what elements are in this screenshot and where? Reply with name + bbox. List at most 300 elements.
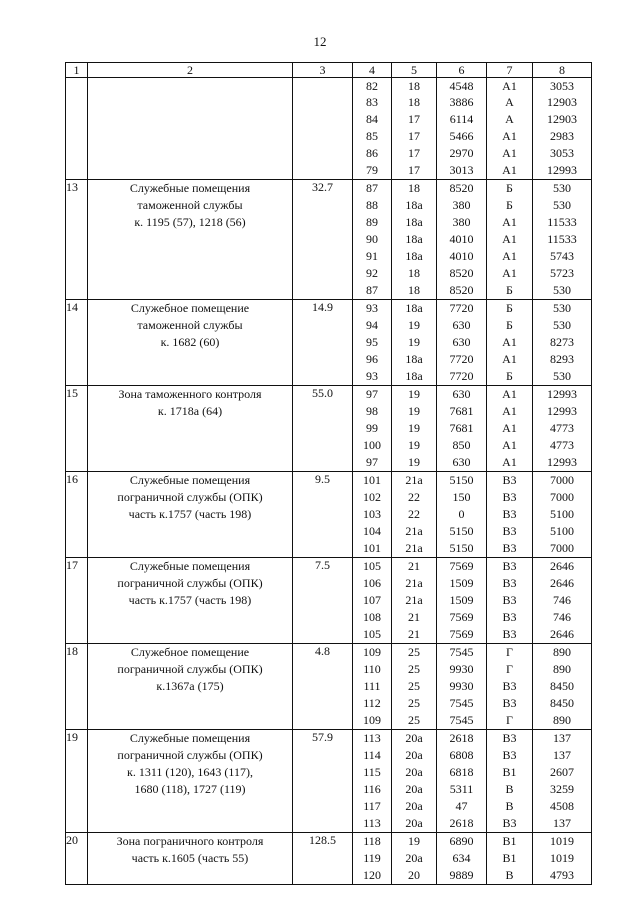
table-cell: 12993 — [547, 387, 577, 401]
description-line: к. 1195 (57), 1218 (56) — [134, 215, 246, 229]
table-cell: 18 — [408, 266, 420, 280]
table-cell: 12903 — [547, 112, 577, 126]
table-cell: 110 — [363, 662, 381, 676]
table-cell: 107 — [363, 593, 381, 607]
table-cell: 84 — [366, 112, 378, 126]
column-5-values — [392, 78, 437, 180]
table-cell: 20а — [405, 731, 423, 745]
description-line: к. 1311 (120), 1643 (117), — [127, 765, 253, 779]
table-cell: 2618 — [449, 816, 474, 830]
table-cell: 530 — [553, 181, 571, 195]
table-cell: 21а — [405, 524, 423, 538]
table-cell: 87 — [366, 283, 378, 297]
table-cell: 3053 — [550, 79, 574, 93]
table-cell: 25 — [408, 645, 420, 659]
table-group-row — [66, 730, 592, 833]
table-cell: A1 — [502, 163, 517, 177]
room-description — [88, 730, 293, 833]
table-cell: 630 — [452, 318, 471, 332]
table-cell: Б — [506, 318, 513, 332]
table-cell: В1 — [502, 851, 517, 865]
table-cell: В3 — [502, 610, 517, 624]
area-value: 4.8 — [293, 644, 353, 730]
table-cell: 4010 — [449, 232, 474, 246]
table-cell: 21 — [408, 559, 420, 573]
table-cell: 7569 — [449, 627, 474, 641]
table-cell: 6890 — [449, 834, 474, 848]
table-group-row — [66, 558, 592, 644]
header-cell: 4 — [353, 63, 392, 78]
column-8-values — [533, 78, 592, 180]
table-cell: 5311 — [449, 782, 474, 796]
page-number: 12 — [313, 34, 327, 49]
table-cell: 7681 — [449, 404, 474, 418]
table-cell: В3 — [502, 627, 517, 641]
table-cell: A1 — [502, 455, 517, 469]
table-cell: 20а — [405, 782, 423, 796]
table-cell: 19 — [408, 421, 420, 435]
description-line: пограничной службы (ОПК) — [117, 490, 263, 504]
table-cell: 22 — [408, 490, 420, 504]
table-cell: 8293 — [550, 352, 574, 366]
description-line: Служебные помещения — [129, 559, 251, 573]
table-cell: 2646 — [550, 559, 574, 573]
column-6-values — [437, 833, 487, 885]
column-6-values — [437, 386, 487, 472]
column-6-values — [437, 300, 487, 386]
table-cell: 8450 — [550, 696, 574, 710]
table-cell: 137 — [553, 816, 571, 830]
group-number: 14 — [66, 300, 88, 386]
zones-table — [65, 62, 592, 885]
room-description — [88, 472, 293, 558]
table-cell: A1 — [502, 421, 517, 435]
group-number: 19 — [66, 730, 88, 833]
table-group-row — [66, 78, 592, 180]
table-cell: 85 — [366, 129, 378, 143]
table-cell: 6818 — [449, 765, 474, 779]
table-cell: 5100 — [550, 507, 574, 521]
column-6-values — [437, 78, 487, 180]
table-cell: 18а — [405, 249, 423, 263]
table-cell: 11533 — [547, 232, 577, 246]
table-cell: 19 — [408, 834, 420, 848]
table-cell: 5150 — [449, 473, 474, 487]
column-4-values — [353, 833, 392, 885]
table-cell: A1 — [502, 335, 517, 349]
description-line: таможенной службы — [137, 318, 243, 332]
table-cell: 7569 — [449, 610, 474, 624]
table-cell: 1019 — [550, 851, 574, 865]
table-cell: 47 — [455, 799, 468, 813]
column-6-values — [437, 180, 487, 300]
description-line: Служебное помещение — [130, 301, 250, 315]
table-cell: 530 — [553, 198, 571, 212]
table-cell: 3886 — [449, 95, 474, 109]
description-line: часть к.1605 (часть 55) — [131, 851, 249, 865]
table-cell: 4508 — [550, 799, 574, 813]
table-cell: 7681 — [449, 421, 474, 435]
table-cell: A1 — [502, 404, 517, 418]
table-cell: 18а — [405, 215, 423, 229]
table-cell: 19 — [408, 335, 420, 349]
table-cell: 108 — [363, 610, 381, 624]
table-cell: Г — [506, 662, 513, 676]
table-cell: 7000 — [550, 490, 574, 504]
table-cell: 97 — [366, 455, 378, 469]
table-cell: 5743 — [550, 249, 574, 263]
table-cell: 79 — [366, 163, 378, 177]
table-cell: В3 — [502, 473, 517, 487]
table-cell: 21а — [405, 576, 423, 590]
table-cell: 21 — [408, 610, 420, 624]
area-value: 55.0 — [293, 386, 353, 472]
table-cell: В3 — [502, 679, 517, 693]
description-line: к.1367а (175) — [156, 679, 224, 693]
table-cell: 93 — [366, 369, 378, 383]
table-cell: 634 — [452, 851, 471, 865]
table-cell: 9930 — [449, 662, 474, 676]
table-cell: 18 — [408, 283, 420, 297]
header-cell: 1 — [66, 63, 88, 78]
table-cell: 12903 — [547, 95, 577, 109]
header-row — [66, 63, 592, 78]
table-cell: В3 — [502, 507, 517, 521]
table-cell: 25 — [408, 662, 420, 676]
table-cell: A1 — [502, 146, 517, 160]
table-cell: В — [505, 868, 514, 882]
area-value: 9.5 — [293, 472, 353, 558]
table-cell: 2970 — [449, 146, 474, 160]
table-cell: 8273 — [550, 335, 574, 349]
table-cell: 530 — [553, 318, 571, 332]
table-cell: 7720 — [449, 369, 474, 383]
table-cell: 83 — [366, 95, 378, 109]
table-cell: 137 — [553, 748, 571, 762]
table-cell: 21а — [405, 473, 423, 487]
table-cell: 380 — [452, 198, 471, 212]
table-cell: 113 — [363, 816, 381, 830]
description-line: к. 1718а (64) — [157, 404, 223, 418]
table-cell: Г — [506, 713, 513, 727]
table-cell: 8520 — [449, 283, 474, 297]
group-number: 15 — [66, 386, 88, 472]
table-cell: 3013 — [449, 163, 474, 177]
column-4-values — [353, 78, 392, 180]
table-cell: 18а — [405, 369, 423, 383]
table-cell: 18 — [408, 95, 420, 109]
table-cell: 5723 — [550, 266, 574, 280]
table-cell: В1 — [502, 765, 517, 779]
table-cell: 19 — [408, 455, 420, 469]
table-cell: 18а — [405, 301, 423, 315]
table-cell: 890 — [553, 662, 571, 676]
table-cell: A1 — [502, 232, 517, 246]
table-group-row — [66, 472, 592, 558]
column-4-values — [353, 558, 392, 644]
table-cell: Б — [506, 369, 513, 383]
table-cell: 25 — [408, 713, 420, 727]
table-cell: 9930 — [449, 679, 474, 693]
table-cell: 4793 — [550, 868, 574, 882]
table-cell: 19 — [408, 387, 420, 401]
table-cell: 1509 — [449, 576, 474, 590]
table-cell: В3 — [502, 490, 517, 504]
table-cell: 20а — [405, 799, 423, 813]
table-cell: 114 — [363, 748, 381, 762]
column-7-values — [487, 558, 533, 644]
table-cell: 5150 — [449, 524, 474, 538]
area-value — [293, 78, 353, 180]
table-cell: 20 — [408, 868, 420, 882]
description-line: Служебное помещение — [130, 645, 250, 659]
table-cell: 101 — [363, 541, 381, 555]
table-cell: 6808 — [449, 748, 474, 762]
table-cell: 93 — [366, 301, 378, 315]
area-value: 57.9 — [293, 730, 353, 833]
table-cell: 380 — [452, 215, 471, 229]
table-cell: 890 — [553, 713, 571, 727]
table-cell: Б — [506, 283, 513, 297]
table-cell: В1 — [502, 834, 517, 848]
table-cell: 82 — [366, 79, 378, 93]
table-cell: В3 — [502, 576, 517, 590]
table-cell: 2646 — [550, 576, 574, 590]
column-7-values — [487, 833, 533, 885]
table-cell: 20а — [405, 748, 423, 762]
table-cell: 11533 — [547, 215, 577, 229]
column-5-values — [392, 386, 437, 472]
table-cell: 5150 — [449, 541, 474, 555]
table-cell: 2983 — [550, 129, 574, 143]
column-4-values — [353, 472, 392, 558]
column-5-values — [392, 300, 437, 386]
table-cell: 17 — [408, 112, 420, 126]
table-cell: 20а — [405, 765, 423, 779]
area-value: 128.5 — [293, 833, 353, 885]
table-cell: 1019 — [550, 834, 574, 848]
table-cell: 95 — [366, 335, 378, 349]
table-cell: 530 — [553, 283, 571, 297]
room-description — [88, 386, 293, 472]
table-cell: 850 — [452, 438, 471, 452]
room-description — [88, 644, 293, 730]
column-7-values — [487, 644, 533, 730]
table-cell: A1 — [502, 215, 517, 229]
description-line: пограничной службы (ОПК) — [117, 662, 263, 676]
table-cell: 630 — [452, 455, 471, 469]
table-cell: В3 — [502, 731, 517, 745]
column-5-values — [392, 180, 437, 300]
table-cell: 4773 — [550, 421, 574, 435]
table-cell: 87 — [366, 181, 378, 195]
description-line: Служебные помещения — [129, 181, 251, 195]
column-5-values — [392, 644, 437, 730]
table-cell: A1 — [502, 438, 517, 452]
column-7-values — [487, 78, 533, 180]
column-6-values — [437, 730, 487, 833]
table-cell: 150 — [452, 490, 471, 504]
table-cell: 530 — [553, 301, 571, 315]
column-7-values — [487, 300, 533, 386]
description-line: таможенной службы — [137, 198, 243, 212]
header-cell: 5 — [392, 63, 437, 78]
table-cell: Б — [506, 198, 513, 212]
table-cell: 7545 — [449, 713, 474, 727]
table-cell: 92 — [366, 266, 378, 280]
table-cell: 104 — [363, 524, 381, 538]
column-8-values — [533, 644, 592, 730]
table-cell: В3 — [502, 524, 517, 538]
description-line: 1680 (118), 1727 (119) — [134, 782, 246, 796]
table-cell: 18а — [405, 198, 423, 212]
table-cell: 8450 — [550, 679, 574, 693]
table-cell: 18 — [408, 79, 420, 93]
table-cell: A1 — [502, 79, 517, 93]
table-cell: 7720 — [449, 301, 474, 315]
table-cell: В — [505, 782, 514, 796]
table-cell: 2618 — [449, 731, 474, 745]
table-cell: 21а — [405, 593, 423, 607]
table-cell: 8520 — [449, 181, 474, 195]
table-cell: 8520 — [449, 266, 474, 280]
table-cell: 21а — [405, 541, 423, 555]
column-4-values — [353, 180, 392, 300]
description-line: Служебные помещения — [129, 473, 251, 487]
table-cell: 113 — [363, 731, 381, 745]
column-4-values — [353, 730, 392, 833]
table-cell: A1 — [502, 266, 517, 280]
column-4-values — [353, 386, 392, 472]
table-cell: 1509 — [449, 593, 474, 607]
table-cell: 5100 — [550, 524, 574, 538]
column-7-values — [487, 472, 533, 558]
description-line: пограничной службы (ОПК) — [117, 576, 263, 590]
table-cell: A — [505, 95, 514, 109]
group-number: 20 — [66, 833, 88, 885]
table-cell: 3053 — [550, 146, 574, 160]
table-cell: 21 — [408, 627, 420, 641]
table-cell: A1 — [502, 129, 517, 143]
table-group-row — [66, 300, 592, 386]
table-cell: 19 — [408, 438, 420, 452]
column-5-values — [392, 833, 437, 885]
table-cell: 4010 — [449, 249, 474, 263]
table-cell: 2646 — [550, 627, 574, 641]
table-cell: 12993 — [547, 163, 577, 177]
room-description — [88, 558, 293, 644]
table-cell: Г — [506, 645, 513, 659]
table-cell: 119 — [363, 851, 381, 865]
table-cell: 12993 — [547, 455, 577, 469]
table-cell: 25 — [408, 679, 420, 693]
table-cell: В3 — [502, 593, 517, 607]
room-description — [88, 78, 293, 180]
table-cell: В3 — [502, 559, 517, 573]
table-cell: 86 — [366, 146, 378, 160]
table-cell: 746 — [553, 593, 571, 607]
table-cell: 101 — [363, 473, 381, 487]
column-8-values — [533, 833, 592, 885]
area-value: 32.7 — [293, 180, 353, 300]
column-8-values — [533, 180, 592, 300]
table-cell: 9889 — [449, 868, 474, 882]
header-cell: 6 — [437, 63, 487, 78]
header-cell: 8 — [533, 63, 592, 78]
table-cell: 0 — [458, 507, 465, 521]
room-description — [88, 180, 293, 300]
table-cell: 20а — [405, 851, 423, 865]
table-cell: 746 — [553, 610, 571, 624]
table-cell: 100 — [363, 438, 381, 452]
table-cell: 630 — [452, 335, 471, 349]
table-cell: 111 — [363, 679, 381, 693]
table-cell: 5466 — [449, 129, 474, 143]
table-cell: A1 — [502, 249, 517, 263]
column-7-values — [487, 180, 533, 300]
table-cell: 12993 — [547, 404, 577, 418]
header-cell: 7 — [487, 63, 533, 78]
column-8-values — [533, 386, 592, 472]
table-cell: 118 — [363, 834, 381, 848]
table-cell: A1 — [502, 352, 517, 366]
table-cell: A — [505, 112, 514, 126]
table-cell: 88 — [366, 198, 378, 212]
area-value: 14.9 — [293, 300, 353, 386]
table-cell: 96 — [366, 352, 378, 366]
table-cell: 97 — [366, 387, 378, 401]
table-cell: A1 — [502, 387, 517, 401]
table-cell: 530 — [553, 369, 571, 383]
table-cell: 4773 — [550, 438, 574, 452]
table-cell: 18 — [408, 181, 420, 195]
column-7-values — [487, 386, 533, 472]
table-cell: В — [505, 799, 514, 813]
table-cell: 7720 — [449, 352, 474, 366]
description-line: часть к.1757 (часть 198) — [128, 593, 252, 607]
table-cell: Б — [506, 301, 513, 315]
table-cell: 18а — [405, 352, 423, 366]
room-description — [88, 300, 293, 386]
description-line: Зона пограничного контроля — [116, 834, 264, 848]
column-8-values — [533, 472, 592, 558]
table-cell: В3 — [502, 748, 517, 762]
table-cell: 2607 — [550, 765, 574, 779]
table-cell: 109 — [363, 713, 381, 727]
table-cell: 117 — [363, 799, 381, 813]
column-8-values — [533, 558, 592, 644]
header-cell: 3 — [293, 63, 353, 78]
table-cell: 17 — [408, 163, 420, 177]
area-value: 7.5 — [293, 558, 353, 644]
table-cell: 103 — [363, 507, 381, 521]
table-cell: 4548 — [449, 79, 474, 93]
group-number: 13 — [66, 180, 88, 300]
table-cell: 137 — [553, 731, 571, 745]
table-group-row — [66, 833, 592, 885]
group-number — [66, 78, 88, 180]
column-5-values — [392, 558, 437, 644]
room-description — [88, 833, 293, 885]
column-5-values — [392, 472, 437, 558]
table-cell: 109 — [363, 645, 381, 659]
column-8-values — [533, 730, 592, 833]
group-number: 16 — [66, 472, 88, 558]
table-cell: 90 — [366, 232, 378, 246]
table-cell: 22 — [408, 507, 420, 521]
table-cell: 98 — [366, 404, 378, 418]
table-cell: 7569 — [449, 559, 474, 573]
